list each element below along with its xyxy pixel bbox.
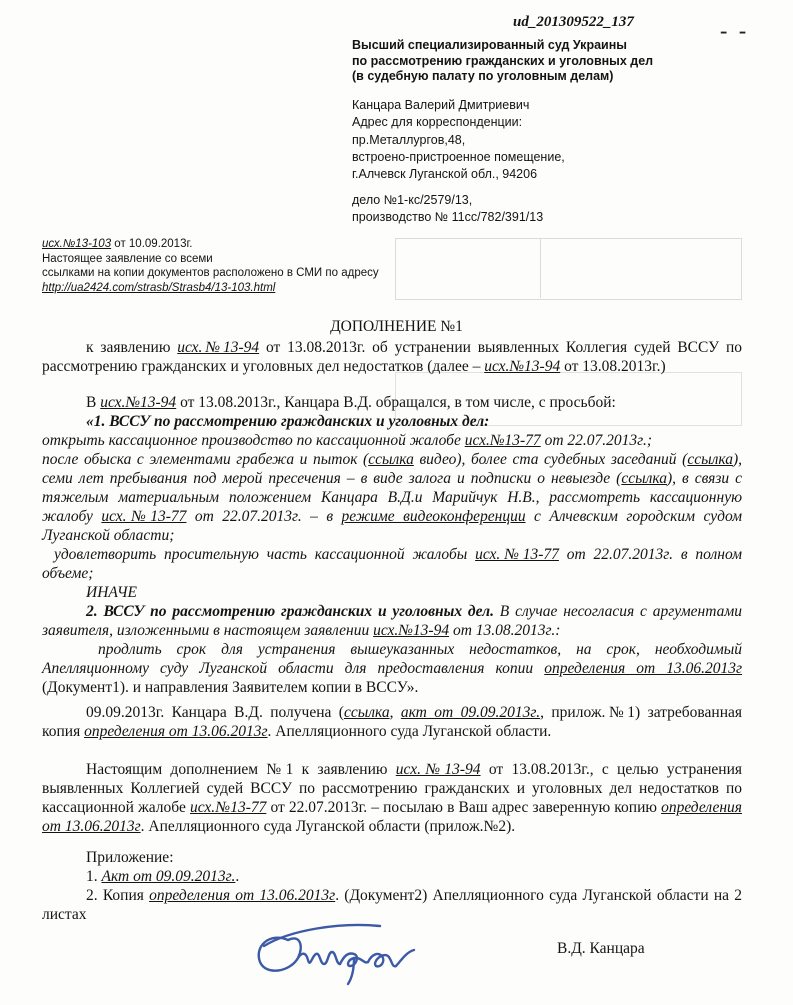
case-numbers (352, 192, 543, 226)
ref-link[interactable]: исх.№13-94 (395, 761, 481, 778)
text: от 22.07.2013г. в полном объеме; (42, 546, 742, 582)
text: . (Документ2) Апелляционного суда Луганской области на 2 листах (42, 887, 742, 923)
attachment-1 (42, 867, 742, 886)
text: 09.09.2013г. Канцара В.Д. получена ( (86, 704, 344, 721)
paragraph-reference (42, 338, 742, 376)
text: видео), более ста судебных заседаний ( (413, 451, 688, 468)
outgoing-note (42, 237, 379, 295)
signatory-name: В.Д. Канцара (557, 940, 645, 957)
text: Настоящим дополнением №1 к заявлению (86, 761, 396, 778)
ref-link[interactable]: исх.№13-94 (100, 394, 177, 411)
ruling-link[interactable]: определения от 13.06.2013г (42, 799, 742, 835)
court-addressee (352, 38, 653, 85)
sender-block (352, 97, 565, 183)
text: от 13.08.2013г.) (560, 358, 666, 375)
document-title: ДОПОЛНЕНИЕ №1 (330, 318, 463, 335)
quote-item-open (42, 431, 742, 450)
text: от 13.08.2013г., с целью устранения выявленных Коллегией судей ВССУ по рассмотрению гражданских и уголовных дел недостатков по кассационной жалобе (42, 761, 742, 816)
text: от 22.07.2013г. – в (186, 508, 342, 525)
case-line-1: дело №1-кс/2579/13, (352, 193, 473, 207)
ref-link[interactable]: исх.№13-77 (101, 508, 187, 525)
address-line-2: встроено-пристроенное помещение, (352, 149, 565, 164)
note-line-3: ссылками на копии документов расположено в СМИ по адресу (42, 267, 379, 279)
quote-heading-2: 2. ВССУ по рассмотрению гражданских и уголовных дел. (86, 603, 494, 620)
text: от 13.08.2013г., Канцара В.Д. обращался, в том числе, с просьбой: (176, 394, 616, 411)
address-line-1: пр.Металлургов,48, (352, 132, 466, 147)
source-link[interactable]: ссылка (368, 451, 414, 468)
quote-item-circumstances (42, 450, 742, 545)
case-line-2: производство № 11сс/782/391/13 (352, 210, 544, 224)
scan-marks: - - (720, 18, 750, 43)
source-link[interactable]: ссылка (687, 451, 733, 468)
paragraph-submission (42, 760, 742, 836)
ruling-link[interactable]: определения от 13.06.2013г (149, 887, 336, 904)
text: продлить срок для устранения вышеуказанных недостатков, на срок, необходимый Апелляционному суду Луганской области для предоставления копии (42, 641, 742, 677)
text: ), семи лет пребывания под мерой пресечения – в виде залога и подписки о невыезде ( (42, 451, 742, 487)
court-line-1: Высший специализированный суд Украины (352, 38, 627, 52)
note-line-2: Настоящее заявление со всеми (42, 252, 213, 265)
quote-item-2 (42, 602, 742, 640)
media-url-link[interactable]: http://ua2424.com/strasb/Strasb4/13-103.html (42, 281, 276, 294)
outgoing-ref-link[interactable]: исх.№13-103 (42, 238, 112, 250)
text: . Апелляционного суда Луганской области (прилож.№2). (140, 818, 516, 835)
text: к заявлению (86, 339, 178, 356)
text: (Документ1). и направления Заявителем копии в ВССУ». (42, 679, 419, 696)
text: от 22.07.2013г. – посылаю в Ваш адрес заверенную копию (266, 799, 662, 816)
text: В (86, 394, 101, 411)
videoconference-link[interactable]: режиме видеоконференции (341, 508, 526, 525)
text: 2. Копия (86, 887, 150, 904)
text: ), в связи с тяжелым материальным положением Канцара В.Д.и Марийчук Н.В., рассмотреть кассационную жалобу (42, 470, 742, 525)
ref-link[interactable]: исх.№13-77 (189, 799, 267, 816)
quote-item-satisfy (42, 545, 742, 583)
text: удовлетворить просительную часть кассационной жалобы (54, 546, 476, 563)
text: . Апелляционного суда Луганской области. (267, 723, 552, 740)
text: от 22.07.2013г.; (540, 432, 653, 449)
quote-heading-1: «1. ВССУ по рассмотрению гражданских и уголовных дел: (86, 413, 490, 430)
text: с Алчевским городским судом Луганской области; (42, 508, 742, 544)
ref-link[interactable]: исх.№13-77 (464, 432, 541, 449)
paragraph-request-quote (42, 393, 742, 697)
source-link[interactable]: ссылка (621, 470, 667, 487)
court-line-3: (в судебную палату по уголовным делам) (352, 69, 614, 83)
text: . (235, 868, 240, 885)
quote-else: ИНАЧЕ (86, 584, 138, 601)
text: , прилож.№1) затребованная копия (42, 704, 742, 740)
ref-link[interactable]: исх.№13-77 (475, 546, 559, 563)
attachments-label: Приложение: (86, 849, 174, 866)
text: от 13.08.2013г.: (449, 622, 561, 639)
paragraph-received (42, 703, 742, 741)
quote-item-extend (42, 640, 742, 697)
ref-link[interactable]: исх.№13-94 (177, 339, 260, 356)
address-label: Адрес для корреспонденции: (352, 115, 523, 130)
text: В случае несогласия с аргументами заявителя, изложенными в настоящем заявлении (42, 603, 743, 639)
ruling-link[interactable]: определения от 13.06.2013г (84, 723, 268, 740)
act-link[interactable]: акт от 09.09.2013г. (400, 704, 541, 721)
outgoing-date: от 10.09.2013г. (111, 238, 193, 250)
text: открыть кассационное производство по кассационной жалобе (42, 432, 465, 449)
address-line-3: г.Алчевск Луганской обл., 94206 (352, 167, 538, 182)
court-line-2: по рассмотрению гражданских и уголовных дел (352, 53, 654, 68)
ruling-link[interactable]: определения от 13.06.2013г (544, 660, 742, 677)
text: , (389, 704, 401, 721)
text: от 13.08.2013г. об устранении выявленных Коллегия судей ВССУ по рассмотрению гражданских и уголовных дел недостатков (далее – (42, 339, 742, 375)
document-id: ud_201309522_137 (513, 14, 634, 30)
text: 1. (86, 868, 102, 885)
ref-link[interactable]: исх.№13-94 (484, 358, 561, 375)
ref-link[interactable]: исх.№13-94 (373, 622, 450, 639)
sender-name: Канцара Валерий Дмитриевич (352, 98, 530, 112)
source-link[interactable]: ссылка (343, 704, 390, 721)
handwritten-signature (250, 912, 440, 992)
text: после обыска с элементами грабежа и пыток ( (42, 451, 369, 468)
act-link[interactable]: Акт от 09.09.2013г. (101, 868, 236, 885)
